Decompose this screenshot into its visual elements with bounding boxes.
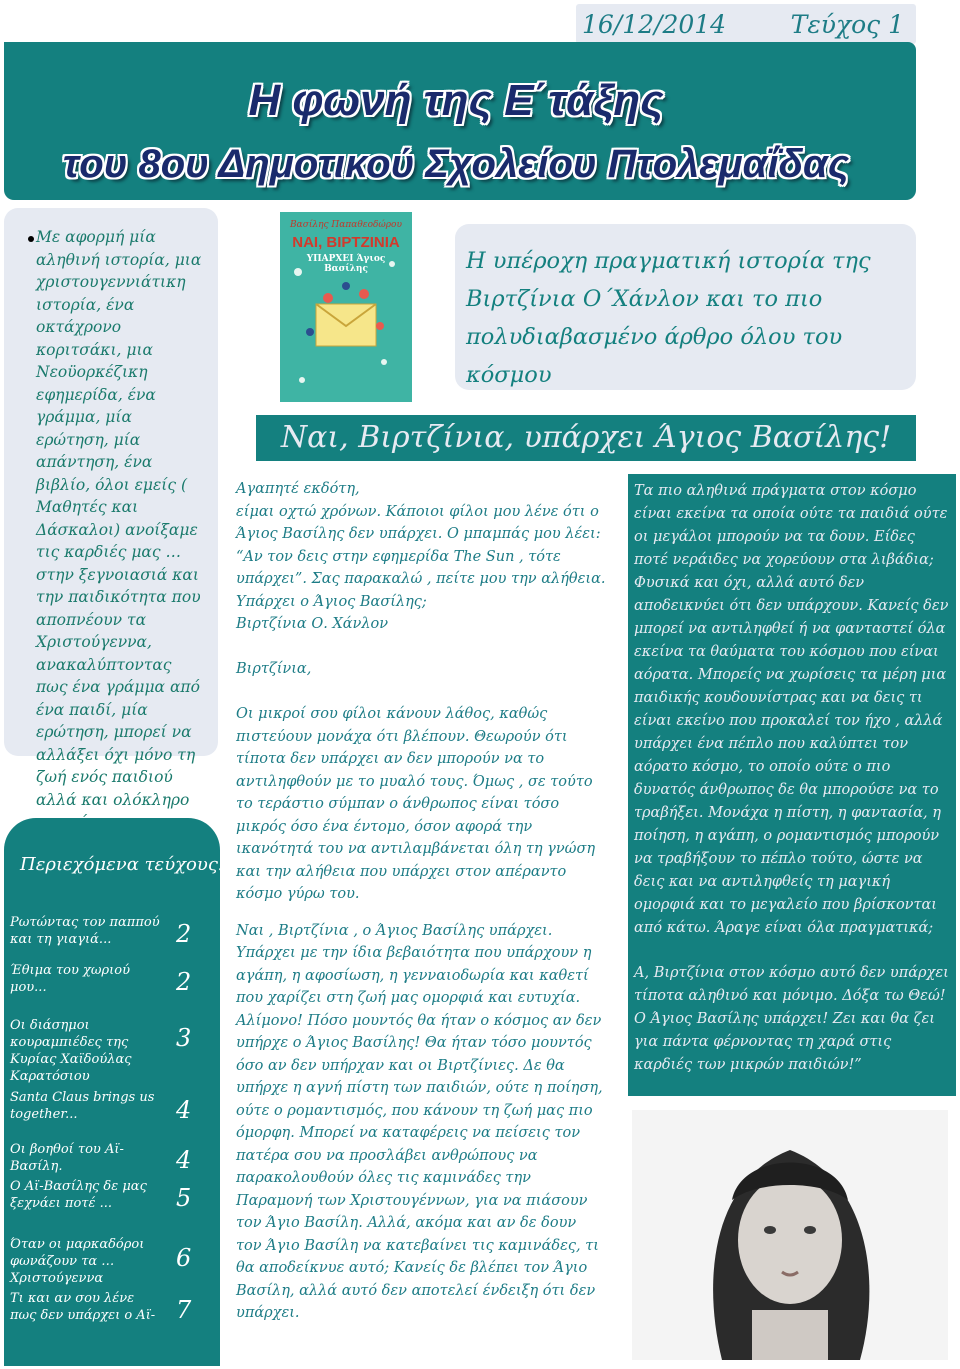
toc-page: 3 bbox=[176, 1024, 192, 1052]
toc-page: 4 bbox=[176, 1096, 192, 1124]
toc-page: 2 bbox=[176, 920, 192, 948]
toc-item[interactable]: Τι και αν σου λένε πως δεν υπάρχει ο Αϊ- bbox=[10, 1291, 156, 1323]
reply-paragraph: Οι μικροί σου φίλοι κάνουν λάθος, καθώς πιστεύουν μονάχα ότι βλέπουν. Θεωρούν ότι τίποτα δεν υπάρχει αν δεν μπορούν να το αντιληφθούν με το μυαλό τους. Όμως , σε τούτο το τεράστιο σύμπαν ο άνθρωπος είναι τόσο μικρός όσο ένα έντομο, όσον αφορά την ικανότητά του να αντιλαμβάνεται όλη τη γνώση και την αλήθεια που υπάρχει στον απέραντο κόσμο γύρω του. bbox=[236, 706, 596, 902]
toc-item[interactable]: Ρωτώντας τον παππού και τη γιαγιά... bbox=[10, 915, 160, 947]
toc-page: 7 bbox=[176, 1296, 192, 1324]
cover-title: ΝΑΙ, ΒΙΡΤΖΙΝΙΑ bbox=[292, 234, 400, 251]
contents-title: Περιεχόμενα τεύχους: bbox=[20, 854, 224, 875]
reply-salutation: Βιρτζίνια, bbox=[236, 661, 312, 677]
article-headline: Ναι, Βιρτζίνια, υπάρχει Άγιος Βασίλης! bbox=[280, 420, 892, 455]
toc-item[interactable]: Santa Claus brings us together... bbox=[10, 1090, 155, 1122]
letter-greeting: Αγαπητέ εκδότη, bbox=[236, 481, 360, 497]
bullet-icon bbox=[28, 236, 34, 242]
toc-item[interactable]: Οι διάσημοι κουραμπιέδες της Κυρίας Χαϊδούλας Καρατόσιου bbox=[10, 1018, 132, 1084]
book-cover-image bbox=[280, 212, 412, 402]
toc-page: 4 bbox=[176, 1146, 192, 1174]
toc-page: 2 bbox=[176, 968, 192, 996]
toc-page: 5 bbox=[176, 1184, 192, 1212]
cover-title-sub: ΥΠΑΡΧΕΙ Άγιος Βασίλης bbox=[306, 254, 386, 274]
newspaper-title: Η φωνή της Ε΄τάξης bbox=[248, 76, 664, 125]
issue-date: 16/12/2014 bbox=[582, 10, 727, 39]
story-subtitle: Η υπέροχη πραγματική ιστορία της Βιρτζίνια Ο΄Χάνλον και το πιο πολυδιαβασμένο άρθρο όλου του κόσμου bbox=[466, 248, 871, 388]
portrait-illustration bbox=[632, 1110, 948, 1360]
toc-item[interactable]: Όταν οι μαρκαδόροι φωνάζουν τα … Χριστούγεννα bbox=[10, 1237, 145, 1286]
cover-author: Βασίλης Παπαθεοδώρου bbox=[290, 220, 402, 230]
letter-body: είμαι οχτώ χρόνων. Κάποιοι φίλοι μου λένε ότι ο Άγιος Βασίλης δεν υπάρχει. Ο μπαμπάς μου λέει: “Αν τον δεις στην εφημερίδα The Sun , τότε υπάρχει”. Σας παρακαλώ , πείτε μου την αλήθεια. Υπάρχει ο Άγιος Βασίλης; bbox=[236, 503, 606, 610]
answer-column bbox=[634, 480, 952, 1077]
virginia-photo bbox=[632, 1110, 948, 1360]
reply-paragraph: Ναι , Βιρτζίνια , ο Άγιος Βασίλης υπάρχει. Υπάρχει με την ίδια βεβαιότητα που υπάρχουν η αγάπη, η αφοσίωση, η γενναιοδωρία και καθετί που χαρίζει στη ζωή μας ομορφιά και ευτυχία. Αλίμονο! Πόσο μουντός θα ήταν ο κόσμος αν δεν υπήρχε ο Άγιος Βασίλης! Θα ήταν τόσο μουντός όσο αν δεν υπήρχαν και οι Βιρτζίνιες. Δε θα υπήρχε η αγνή πίστη των παιδιών, ούτε η ποίηση, ούτε ο ρομαντισμός, που κάνουν τη ζωή μας πιο όμορφη. Μπορεί να καταφέρεις να πείσεις τον πατέρα σου να προσλάβει ανθρώπους να παρακολουθούν όλες τις καμινάδες την Παραμονή των Χριστουγέννων, για να πιάσουν τον Άγιο Βασίλη. Αλλά, ακόμα και αν δε δουν τον Άγιο Βασίλη να κατεβαίνει τις καμινάδες, τι θα αποδείκνυε αυτό; Κανείς δε βλέπει τον Άγιο Βασίλη, αλλά αυτό δεν αποτελεί ένδειξη ότι δεν υπάρχει. bbox=[236, 922, 603, 1321]
issue-number: Τεύχος 1 bbox=[790, 10, 904, 39]
answer-paragraph: Τα πιο αληθινά πράγματα στον κόσμο είναι εκείνα τα οποία ούτε τα παιδιά ούτε οι μεγάλοι μπορούν να τα δουν. Είδες ποτέ νεράιδες να χορεύουν στα λιβάδια; Φυσικά και όχι, αλλά αυτό δεν αποδεικνύει ότι δεν υπάρχουν. Κανείς δεν μπορεί να αντιληφθεί ή να φανταστεί όλα εκείνα τα θαύματα του κόσμου που είναι αόρατα. Μπορείς να χωρίσεις τα μέρη μια παιδικής κουδουνίστρας και να δεις τι είναι εκείνο που προκαλεί τον ήχο , αλλά υπάρχει ένα πέπλο που καλύπτει τον αόρατο κόσμο, το οποίο ούτε ο πιο δυνατός άνθρωπος δε θα μπορούσε να το τραβήξει. Μονάχα η πίστη, η φαντασία, η ποίηση, η αγάπη, ο ρομαντισμός μπορούν να τραβήξουν το πέπλο τούτο, ώστε να δεις και να αντιληφθείς τη μαγική ομορφιά και το μεγαλείο που βρίσκονται από κάτω. Άραγε είναι όλα πραγματικά; bbox=[634, 483, 949, 936]
toc-item[interactable]: Ο Αϊ-Βασίλης δε μας ξεχνάει ποτέ ... bbox=[10, 1179, 147, 1211]
letter-column bbox=[236, 478, 606, 1325]
answer-paragraph: Α, Βιρτζίνια στον κόσμο αυτό δεν υπάρχει τίποτα αληθινό και μόνιμο. Δόξα τω Θεώ! Ο Άγιος Βασίλης υπάρχει! Ζει και θα ζει για πάντα φέρνοντας τη χαρά στις καρδιές των μικρών παιδιών!” bbox=[634, 965, 949, 1073]
toc-page: 6 bbox=[176, 1244, 192, 1272]
toc-item[interactable]: Οι βοηθοί του Αϊ-Βασίλη. bbox=[10, 1142, 124, 1174]
intro-text: Με αφορμή μία αληθινή ιστορία, μια χριστουγεννιάτικη ιστορία, ένα οκτάχρονο κοριτσάκι, μια Νεοϋορκέζικη εφημερίδα, ένα γράμμα, μία ερώτηση, μία απάντηση, ένα βιβλίο, όλοι εμείς ( Μαθητές και Δάσκαλοι) ανοίξαμε τις καρδιές μας … στην ξεγνοιασιά και την παιδικότητα που αποπνέουν τα Χριστούγεννα, ανακαλύπτοντας πως ένα γράμμα από ένα παιδί, μία ερώτηση, μπορεί να αλλάξει όχι μόνο τη ζωή ενός παιδιού αλλά και ολόκληρο bbox=[36, 228, 202, 809]
toc-item[interactable]: Έθιμα του χωριού μου... bbox=[10, 963, 130, 995]
letter-signature: Βιρτζίνια Ο. Χάνλον bbox=[236, 616, 389, 632]
newspaper-subtitle: του 8ου Δημοτικού Σχολείου Πτολεμαΐδας bbox=[62, 142, 850, 186]
